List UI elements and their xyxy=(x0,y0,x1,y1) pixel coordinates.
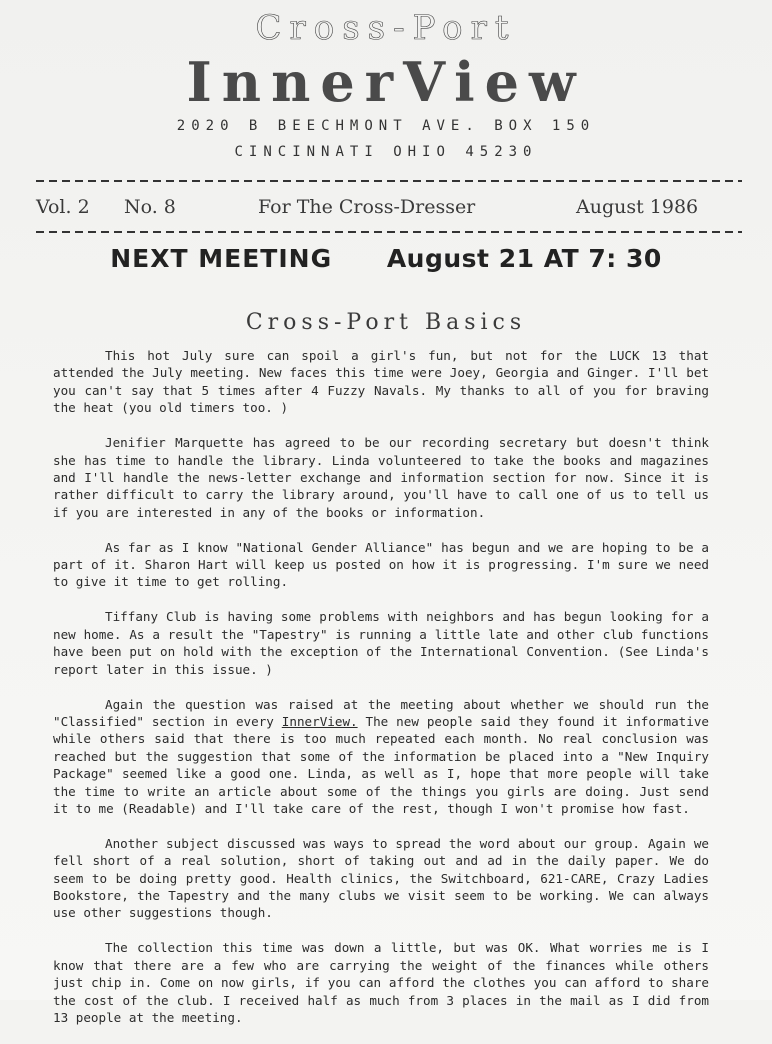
newsletter-name-underlined: InnerView. xyxy=(281,713,358,729)
paragraph-1: This hot July sure can spoil a girl's fun, but not for the LUCK 13 that attended the July meeting. New faces this time were Joey, Georgia and Ginger. I'll bet you can't say that 5 times after 4 Fuzzy Navals. My thanks to all of you for braving the heat (you old timers too. ) xyxy=(53,348,709,416)
next-meeting-label: NEXT MEETING xyxy=(110,244,333,273)
issue-number: No. 8 xyxy=(124,196,176,218)
masthead-title-line1: Cross-Port xyxy=(255,8,517,48)
masthead-title-line2: InnerView xyxy=(186,50,586,114)
paragraph-3: As far as I know "National Gender Alliance" has begun and we are hoping to be a part of it. Sharon Hart will keep us posted on how it is progressing. I'm sure we need to give it time to get rolling. xyxy=(53,539,709,590)
issue-bar xyxy=(36,196,736,224)
next-meeting-datetime: August 21 AT 7: 30 xyxy=(386,244,662,273)
paragraph-5-after: The new people said they found it informative while others said that there is too much repeated each month. No real conclusion was reached but the suggestion that some of the information be placed into a "New Inquiry Package" seemed like a good one. Linda, as well as I, hope that more people will take the time to write an article about some of the things you girls are doing. Just send it to me (Readable) and I'll take care of the rest, though I won't promise how fast. xyxy=(53,713,709,816)
address-city: CINCINNATI OHIO 45230 xyxy=(234,144,538,160)
article-body xyxy=(53,347,709,1044)
issue-date: August 1986 xyxy=(576,196,699,218)
volume-label: Vol. 2 xyxy=(36,196,90,218)
paragraph-6: Another subject discussed was ways to spread the word about our group. Again we fell short of a real solution, short of taking out and ad in the daily paper. We do seem to be doing pretty good. Health clinics, the Switchboard, 621-CARE, Crazy Ladies Bookstore, the Tapestry and the many clubs we visit seem to be working. We can always use other suggestions though. xyxy=(53,835,709,921)
paragraph-2: Jenifier Marquette has agreed to be our recording secretary but doesn't think she has time to handle the library. Linda volunteered to take the books and magazines and I'll handle the news-letter exchange and information section for now. Since it is rather difficult to carry the library around, you'll have to call one of us to tell us if you are interested in any of the books or information. xyxy=(53,435,709,520)
tagline: For The Cross-Dresser xyxy=(258,196,476,218)
dashed-divider-top xyxy=(36,180,742,182)
paragraph-5-before: Again the question was raised at the meeting about whether we should run the "Classified" section in every xyxy=(53,696,709,729)
address-street: 2020 B BEECHMONT AVE. BOX 150 xyxy=(176,118,596,134)
next-meeting-banner xyxy=(0,244,772,273)
article-title: Cross-Port Basics xyxy=(245,310,527,335)
dashed-divider-bottom xyxy=(36,231,742,233)
paragraph-4: Tiffany Club is having some problems with neighbors and has begun looking for a new home. As a result the "Tapestry" is running a little late and other club functions have been put on hold with the exception of the International Convention. (See Linda's report later in this issue. ) xyxy=(53,609,709,677)
paragraph-7: The collection this time was down a little, but was OK. What worries me is I know that there are a few who are carrying the weight of the finances while others just chip in. Come on now girls, if you can afford the clothes you can afford to share the cost of the club. I received half as much from 3 places in the mail as I did from 13 people at the meeting. xyxy=(53,940,709,1025)
paragraph-5 xyxy=(53,696,709,818)
